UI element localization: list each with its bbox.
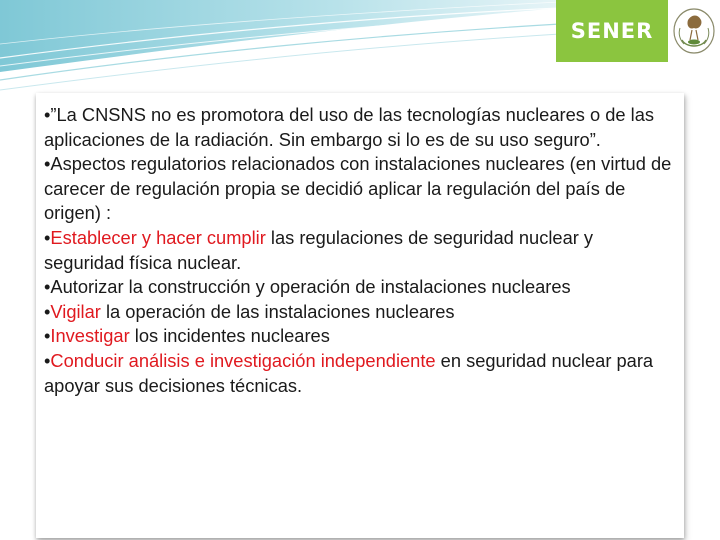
content-box — [36, 93, 684, 538]
sener-logo-text: SENER — [570, 19, 654, 43]
bullet-item — [44, 226, 676, 275]
bullet-text: • — [44, 300, 51, 322]
bullet-text: • — [44, 349, 51, 371]
highlighted-text: Conducir análisis e investigación independiente — [50, 349, 436, 371]
bullet-list — [44, 103, 676, 398]
bullet-text: las regulaciones de seguridad nuclear y seguridad física nuclear. — [44, 226, 594, 273]
bullet-item — [44, 275, 676, 300]
bullet-item — [44, 300, 676, 325]
highlighted-text: Establecer y hacer cumplir — [50, 226, 266, 248]
highlighted-text: Vigilar — [50, 300, 101, 322]
bullet-text: • — [44, 226, 51, 248]
bullet-item — [44, 103, 676, 152]
bullet-text: •Aspectos regulatorios relacionados con instalaciones nucleares (en virtud de carecer de regulación propia se decidió aplicar la regulación del país de origen) : — [44, 153, 672, 224]
highlighted-text: Investigar — [50, 325, 130, 347]
bullet-item — [44, 324, 676, 349]
bullet-text: • — [44, 325, 51, 347]
bullet-text: •”La CNSNS no es promotora del uso de las tecnologías nucleares o de las aplicaciones de la radiación. Sin embargo si lo es de su uso seguro”. — [44, 104, 655, 150]
mexican-coat-of-arms-icon — [668, 0, 720, 62]
bullet-text: los incidentes nucleares — [129, 325, 330, 347]
bullet-text: •Autorizar la construcción y operación de instalaciones nucleares — [44, 276, 571, 298]
bullet-item — [44, 349, 676, 398]
bullet-text: la operación de las instalaciones nucleares — [100, 300, 455, 322]
sener-logo — [556, 0, 668, 62]
bullet-text: en seguridad nuclear para apoyar sus decisiones técnicas. — [44, 349, 654, 396]
bullet-item — [44, 152, 676, 226]
